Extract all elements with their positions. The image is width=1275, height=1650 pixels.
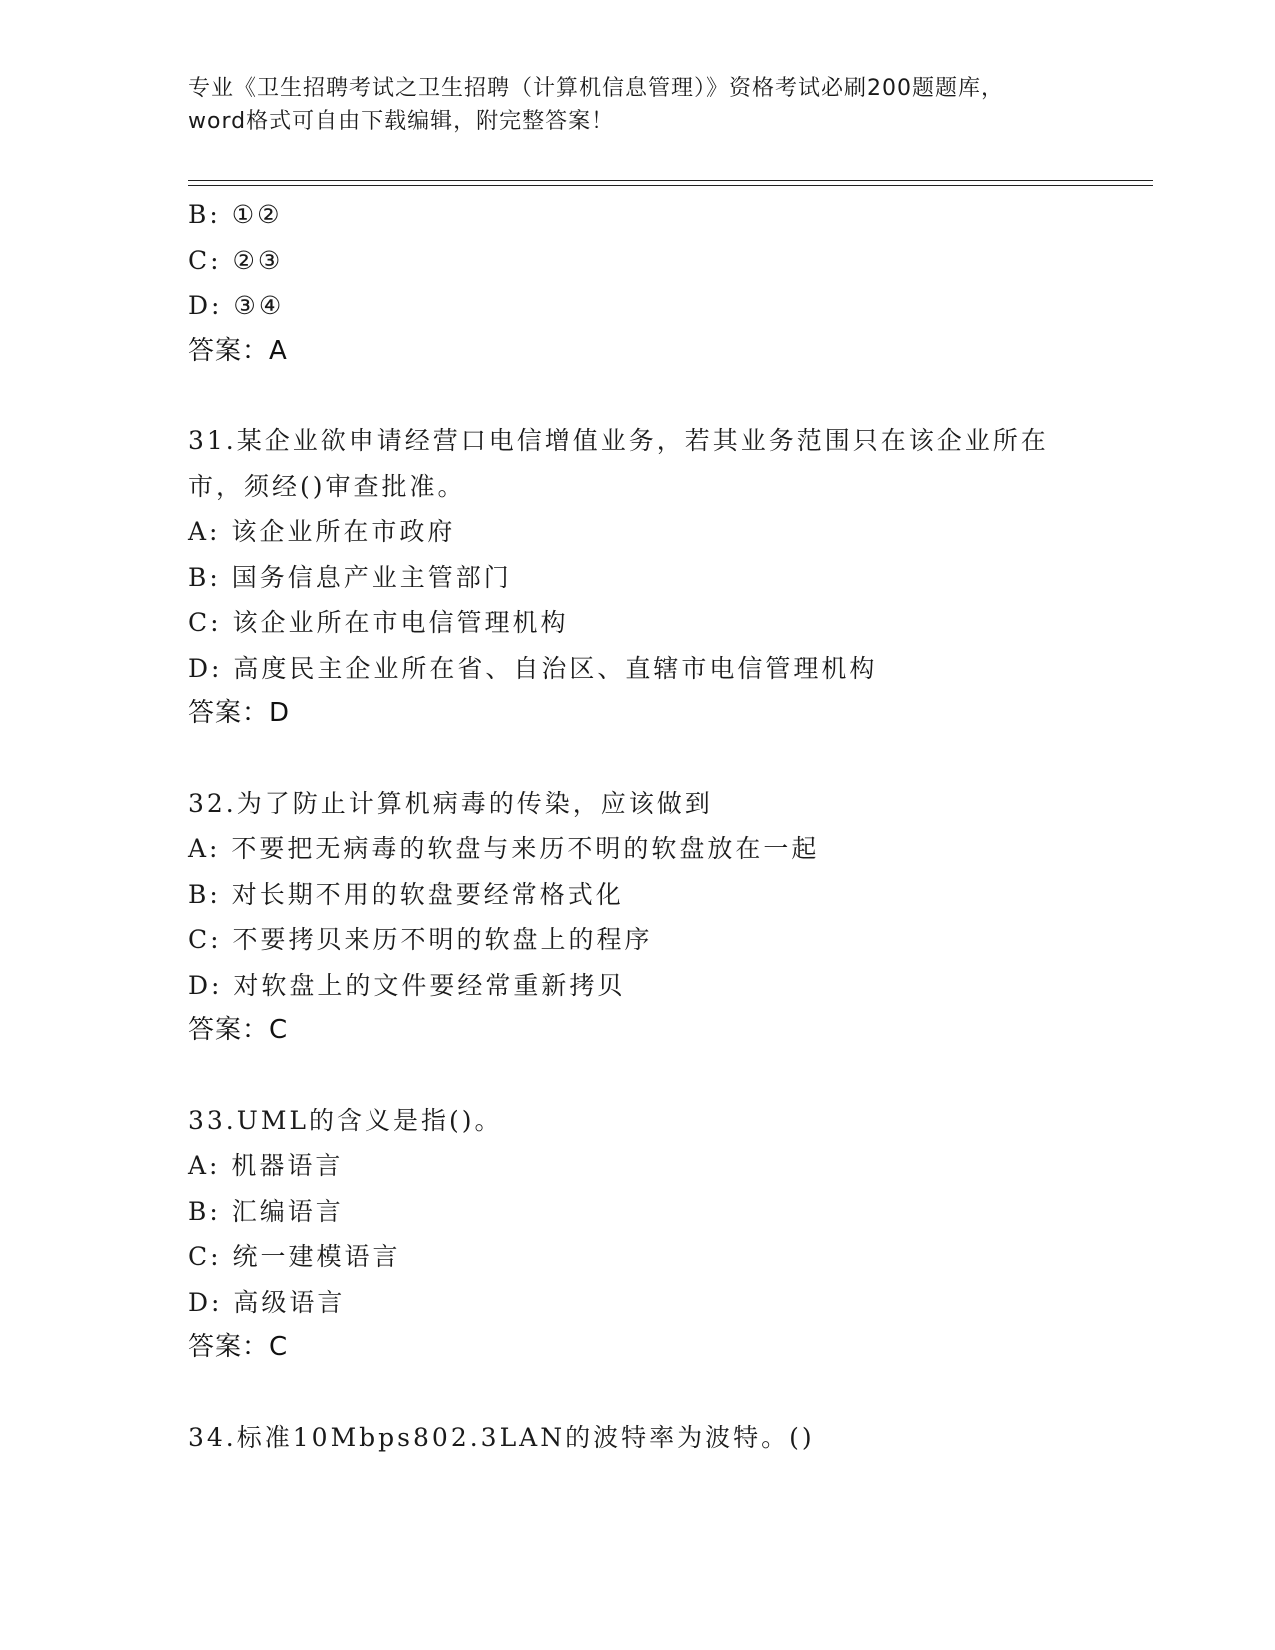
option-d: D: 高度民主企业所在省、自治区、直辖市电信管理机构 bbox=[188, 653, 878, 683]
question-block-30 bbox=[188, 192, 1088, 374]
option-b: B: 对长期不用的软盘要经常格式化 bbox=[188, 879, 624, 909]
answer-label: 答案：C bbox=[188, 1332, 289, 1362]
question-block-31 bbox=[188, 418, 1088, 737]
question-text: 34.标准10Mbps802.3LAN的波特率为波特。() bbox=[188, 1422, 815, 1452]
option-a: A: 不要把无病毒的软盘与来历不明的软盘放在一起 bbox=[188, 834, 820, 863]
question-list bbox=[188, 192, 1088, 1460]
document-header bbox=[188, 72, 1088, 138]
option-a: A: 该企业所在市政府 bbox=[188, 517, 456, 546]
header-line-1: 专业《卫生招聘考试之卫生招聘（计算机信息管理）》资格考试必刷200题题库， bbox=[188, 76, 1004, 101]
option-b: B: 汇编语言 bbox=[188, 1196, 344, 1226]
option-c: C: ②③ bbox=[188, 245, 284, 275]
option-b: B: 国务信息产业主管部门 bbox=[188, 562, 512, 592]
option-d: D: 高级语言 bbox=[188, 1287, 346, 1317]
question-block-33 bbox=[188, 1098, 1088, 1371]
option-c: C: 不要拷贝来历不明的软盘上的程序 bbox=[188, 925, 653, 954]
option-a: A: 机器语言 bbox=[188, 1151, 344, 1180]
option-c: C: 统一建模语言 bbox=[188, 1242, 401, 1271]
header-rule-top bbox=[188, 180, 1153, 181]
question-block-34 bbox=[188, 1415, 1088, 1461]
header-line-2: word格式可自由下载编辑，附完整答案！ bbox=[188, 109, 615, 134]
header-rule-bottom bbox=[188, 185, 1153, 186]
option-d: D: ③④ bbox=[188, 291, 285, 320]
question-text: 33.UML的含义是指()。 bbox=[188, 1105, 503, 1135]
answer-label: 答案：C bbox=[188, 1015, 289, 1045]
answer-label: 答案：D bbox=[188, 698, 291, 728]
option-b: B: ①② bbox=[188, 200, 283, 229]
answer-label: 答案：A bbox=[188, 335, 288, 366]
question-text: 31.某企业欲申请经营口电信增值业务，若其业务范围只在该企业所在市，须经()审查批准。 bbox=[188, 426, 1049, 501]
option-d: D: 对软盘上的文件要经常重新拷贝 bbox=[188, 970, 626, 1000]
question-block-32 bbox=[188, 781, 1088, 1054]
option-c: C: 该企业所在市电信管理机构 bbox=[188, 608, 569, 637]
question-text: 32.为了防止计算机病毒的传染，应该做到 bbox=[188, 788, 713, 818]
